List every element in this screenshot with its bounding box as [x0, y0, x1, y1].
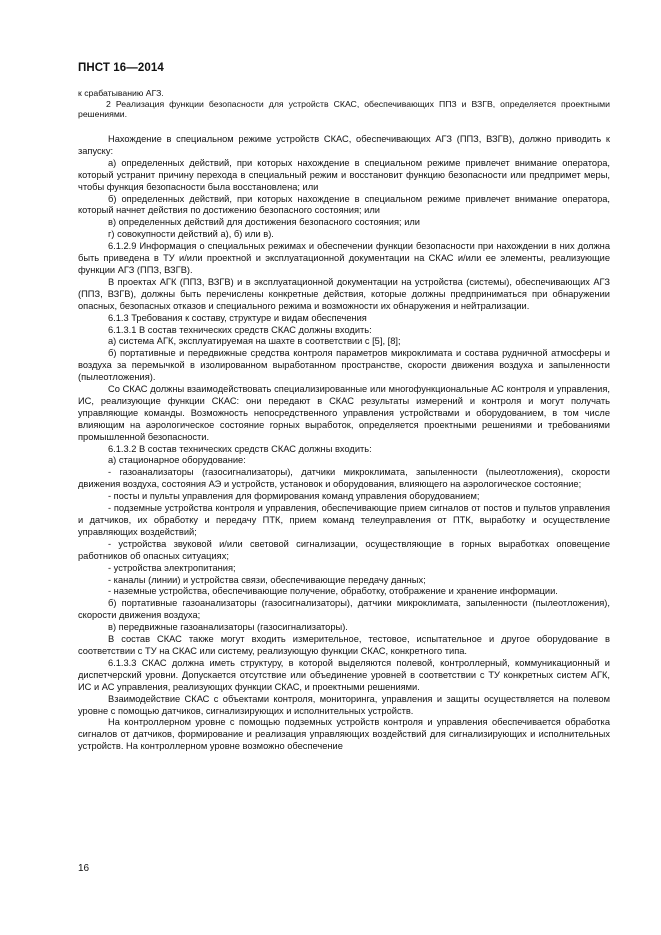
note-block	[78, 88, 610, 120]
list-item: а) система АГК, эксплуатируемая на шахте в соответствии с [5], [8];	[108, 336, 401, 347]
paragraph: В проектах АГК (ППЗ, ВЗГВ) и в эксплуатационной документации на устройства (системы), обеспечивающих АГЗ (ППЗ, ВЗГВ), должны быть перечислены конкретные действия, которые должны предприниматься при обнаружении опасных, безопасных отказов и специального режима и возможности их обнаружения и нейтрализации.	[78, 276, 610, 311]
list-item: а) определенных действий, при которых нахождение в специальном режиме привлечет внимание оператора, который устранит причину перехода в специальный режим и восстановит функцию безопасности или предпримет меры, чтобы функция безопасности была восстановлена; или	[78, 157, 610, 192]
paragraph: Взаимодействие СКАС с объектами контроля, мониторинга, управления и защиты осуществляется на полевом уровне с помощью датчиков, сигнализирующих и исполнительных устройств.	[78, 693, 610, 716]
list-item: - посты и пульты управления для формирования команд управления оборудованием;	[108, 491, 480, 502]
list-item: - устройства электропитания;	[108, 562, 236, 573]
paragraph: 6.1.3.2 В состав технических средств СКАС должны входить:	[108, 443, 372, 454]
list-item: - газоанализаторы (газосигнализаторы), датчики микроклимата, запыленности (пылеотложения), скорости движения воздуха, состояния АЭ и устройств, установок и оборудования, влияющего на аэрологическое состояние;	[78, 467, 610, 490]
document-body	[78, 134, 610, 753]
paragraph: Нахождение в специальном режиме устройств СКАС, обеспечивающих АГЗ (ППЗ, ВЗГВ), должно приводить к запуску:	[78, 134, 610, 156]
paragraph: 6.1.3.3 СКАС должна иметь структуру, в которой выделяются полевой, контроллерный, коммуникационный и диспетчерский уровни. Допускается отсутствие или объединение уровней в соответствии с ТУ конкретных систем АГК, ИС и АС управления, реализующих функции СКАС, и проектными решениями.	[78, 657, 610, 692]
section-heading: 6.1.3 Требования к составу, структуре и видам обеспечения	[108, 312, 367, 323]
note-line: к срабатыванию АГЗ.	[78, 88, 164, 98]
list-item: - устройства звуковой и/или световой сигнализации, осуществляющие в горных выработках оповещение работников об опасных ситуациях;	[78, 538, 610, 561]
paragraph: В состав СКАС также могут входить измерительное, тестовое, испытательное и другое оборудование в соответствии с ТУ на СКАС или систему, реализующую функции СКАС, конкретного типа.	[78, 634, 610, 656]
list-item: - подземные устройства контроля и управления, обеспечивающие прием сигналов от постов и пультов управления и датчиков, их обработку и передачу ПТК, прием команд телеуправления от ПТК, выработку и осуществление управляющих воздействий;	[78, 503, 610, 537]
page-number: 16	[78, 863, 90, 874]
list-item: - каналы (линии) и устройства связи, обеспечивающие передачу данных;	[108, 574, 426, 585]
list-item: в) определенных действий для достижения безопасного состояния; или	[108, 217, 421, 228]
list-item: б) портативные и передвижные средства контроля параметров микроклимата и состава рудничной атмосферы и воздуха за перемычкой в изолированном выработанном пространстве, скорости движения воздуха и запыленности (пылеотложения).	[78, 348, 610, 383]
list-item: б) определенных действий, при которых нахождение в специальном режиме привлечет внимание оператора, который начнет действия по достижению безопасного состояния; или	[78, 193, 610, 216]
list-item: а) стационарное оборудование:	[108, 455, 246, 466]
document-header: ПНСТ 16—2014	[78, 62, 164, 74]
list-item: г) совокупности действий а), б) или в).	[108, 229, 274, 240]
paragraph: 6.1.2.9 Информация о специальных режимах и обеспечении функции безопасности при нахождении в них должна быть приведена в ТУ и/или проектной и эксплуатационной документации на СКАС и/или ее элементы, реализующие функции АГЗ (ППЗ, ВЗГВ).	[78, 241, 610, 275]
paragraph: 6.1.3.1 В состав технических средств СКАС должны входить:	[108, 324, 372, 335]
note-line: 2 Реализация функции безопасности для устройств СКАС, обеспечивающих ППЗ и ВЗГВ, определяется проектными решениями.	[78, 98, 610, 120]
list-item: б) портативные газоанализаторы (газосигнализаторы), датчики микроклимата, запыленности (пылеотложения), скорости движения воздуха;	[78, 598, 610, 621]
list-item: в) передвижные газоанализаторы (газосигнализаторы).	[108, 622, 348, 633]
list-item: - наземные устройства, обеспечивающие получение, обработку, отображение и хранение информации.	[108, 586, 558, 597]
paragraph: На контроллерном уровне с помощью подземных устройств контроля и управления обеспечивается обработка сигналов от датчиков, формирование и реализация управляющих воздействий для сигнализирующих и исполнительных устройств. На контроллерном уровне возможно обеспечение	[78, 717, 610, 752]
paragraph: Со СКАС должны взаимодействовать специализированные или многофункциональные АС контроля и управления, ИС, реализующие функции СКАС: они передают в СКАС результаты измерений и контроля и могут получать управляющие команды. Возможность непосредственного управления устройствами и оборудованием, в том числе влияющим на аэрологическое состояние горных выработок, определяется проектными решениями и требованиями промышленной безопасности.	[78, 384, 610, 442]
